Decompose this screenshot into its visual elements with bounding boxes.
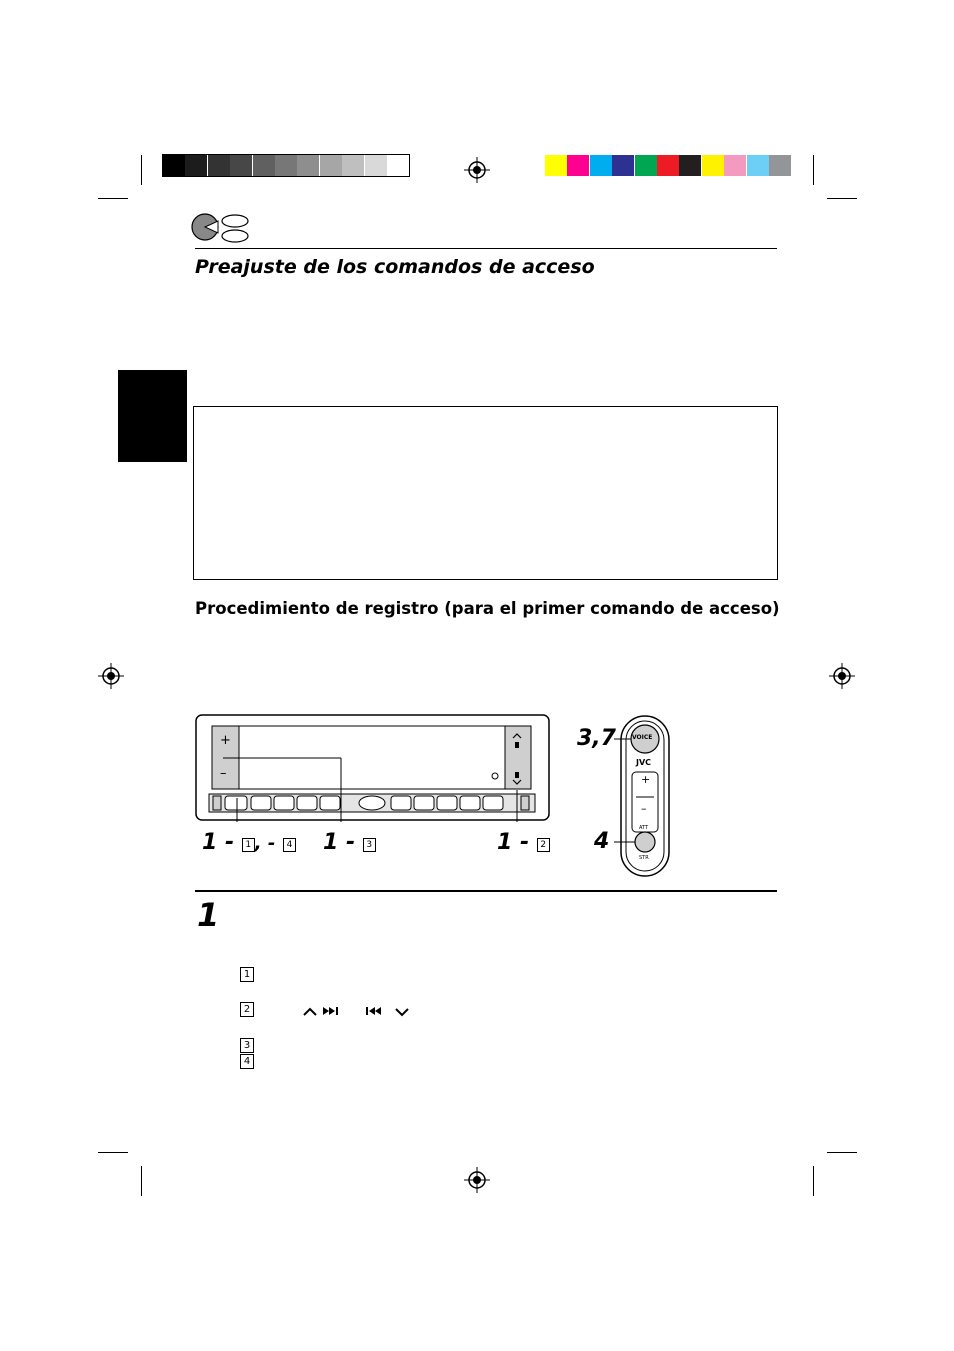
- callout-prefix: 1 -: [202, 830, 235, 855]
- callout-separator: , -: [254, 833, 276, 854]
- registration-mark-icon: [829, 663, 855, 689]
- step-number: 1: [197, 896, 220, 934]
- color-swatch: [724, 155, 746, 176]
- callout-step1-c: [497, 830, 550, 855]
- color-swatch: [657, 155, 679, 176]
- color-swatch: [590, 155, 612, 176]
- registration-mark-icon: [464, 157, 490, 183]
- crop-mark: [813, 155, 814, 185]
- color-swatch: [612, 155, 634, 176]
- step-rule: [195, 890, 777, 892]
- registration-mark-icon: [98, 663, 124, 689]
- crop-mark: [98, 198, 128, 199]
- volume-minus-button[interactable]: –: [641, 802, 647, 815]
- up-next-icon: [302, 1004, 350, 1018]
- panel-minus-label: –: [220, 766, 227, 781]
- section-title: Preajuste de los comandos de acceso: [195, 256, 595, 278]
- crop-mark: [827, 1152, 857, 1153]
- callout-step1-b: [323, 830, 376, 855]
- callout-remote-bottom: 4: [594, 829, 610, 854]
- crop-mark: [98, 1152, 128, 1153]
- callout-substep-box: 2: [537, 838, 550, 852]
- callout-prefix: 1 -: [323, 830, 356, 855]
- voice-command-icon: [190, 212, 252, 244]
- language-tab: [118, 370, 187, 462]
- volume-plus-button[interactable]: +: [641, 773, 651, 786]
- color-swatch: [702, 155, 724, 176]
- prev-down-icon: [364, 1004, 412, 1018]
- callout-step1-a: [202, 830, 296, 855]
- crop-mark: [141, 155, 142, 185]
- color-swatch: [545, 155, 567, 176]
- color-swatch: [747, 155, 769, 176]
- callout-remote-top: 3,7: [577, 726, 616, 751]
- panel-plus-label: +: [220, 733, 231, 748]
- callout-substep-box: 4: [283, 838, 296, 852]
- voice-button[interactable]: VOICE: [632, 734, 653, 741]
- color-swatch: [635, 155, 657, 176]
- callout-substep-box: 3: [363, 838, 376, 852]
- crop-mark: [141, 1166, 142, 1196]
- header-rule: [195, 248, 777, 249]
- procedure-heading: Procedimiento de registro (para el primer comando de acceso): [195, 599, 780, 618]
- callout-prefix: 1 -: [497, 830, 530, 855]
- color-swatch: [679, 155, 701, 176]
- substep-box-4: 4: [240, 1054, 254, 1069]
- color-swatch: [567, 155, 589, 176]
- registration-mark-icon: [464, 1167, 490, 1193]
- callout-substep-box: 1: [242, 838, 255, 852]
- remote-brand-logo: JVC: [636, 758, 652, 767]
- att-label: ATT: [639, 825, 649, 831]
- crop-mark: [813, 1166, 814, 1196]
- substep-box-3: 3: [240, 1038, 254, 1053]
- head-unit-panel: [195, 714, 551, 822]
- str-label: STR: [639, 855, 649, 861]
- note-box: [193, 406, 778, 580]
- gray-bar-frame: [162, 154, 410, 177]
- crop-mark: [827, 198, 857, 199]
- substep-box-1: 1: [240, 967, 254, 982]
- substep-box-2: 2: [240, 1002, 254, 1017]
- color-swatch: [769, 155, 791, 176]
